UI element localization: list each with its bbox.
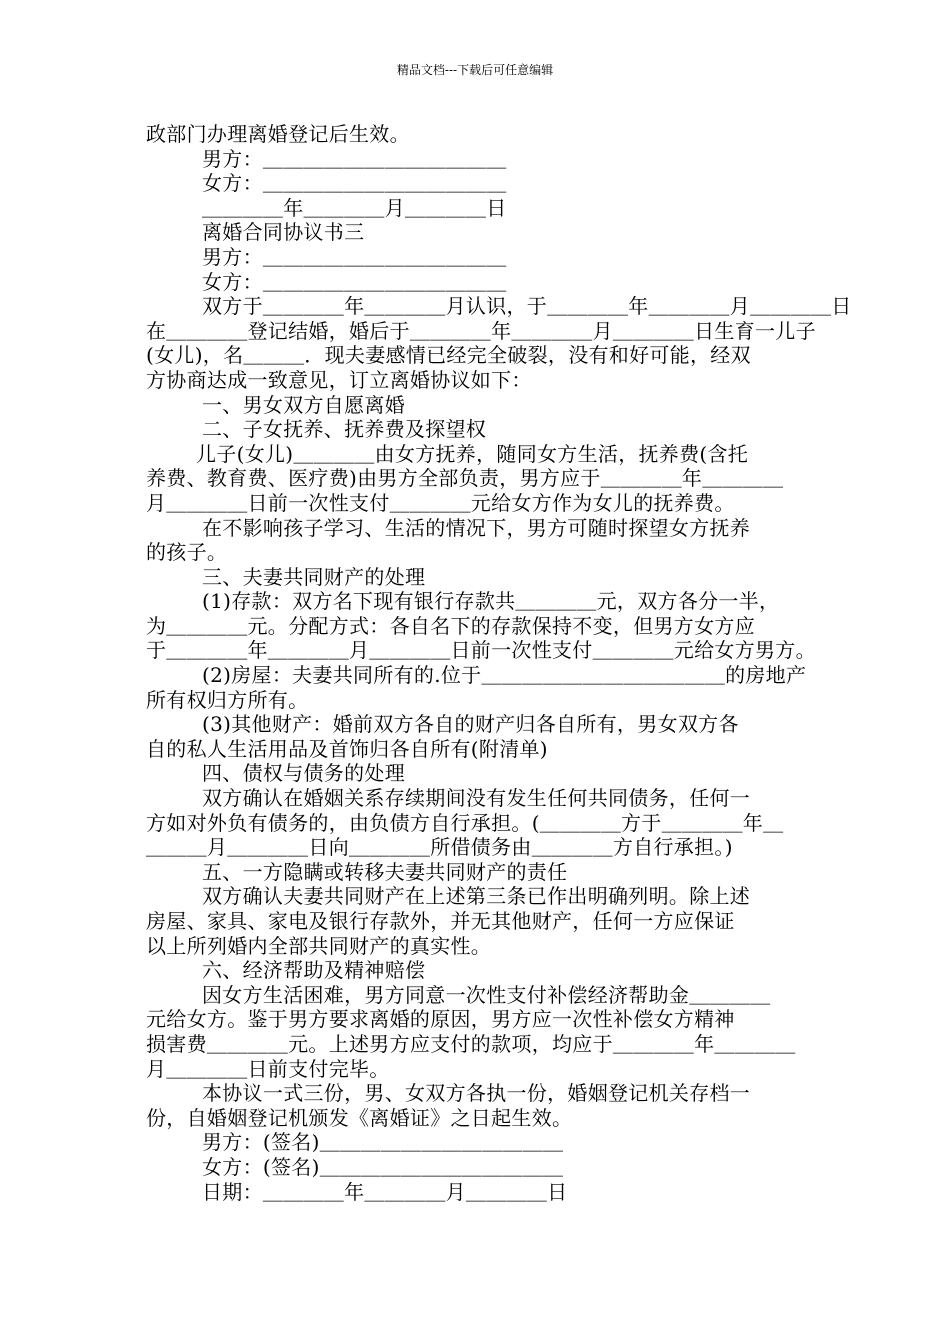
- page-header: 精品文档---下载后可任意编辑: [396, 63, 554, 77]
- signature-line-male: 男方：＿＿＿＿＿＿＿＿＿＿＿＿: [202, 244, 507, 269]
- paragraph-line: 于＿＿＿＿年＿＿＿＿月＿＿＿＿日前一次性支付＿＿＿＿元给女方男方。: [146, 638, 816, 663]
- paragraph-line: 的孩子。: [146, 540, 228, 565]
- paragraph-line: (1)存款：双方名下现有银行存款共＿＿＿＿元，双方各分一半，: [202, 589, 780, 614]
- paragraph-line: 自的私人生活用品及首饰归各自所有(附清单): [146, 736, 548, 761]
- paragraph-line: 双方确认夫妻共同财产在上述第三条已作出明确列明。除上述: [202, 884, 751, 909]
- clause-heading: 六、经济帮助及精神赔偿: [202, 958, 426, 983]
- paragraph-line: 在不影响孩子学习、生活的情况下，男方可随时探望女方抚养: [202, 515, 751, 540]
- paragraph-line: 在＿＿＿＿登记结婚，婚后于＿＿＿＿年＿＿＿＿月＿＿＿＿日生育一儿子: [146, 318, 816, 343]
- paragraph-line: 月＿＿＿＿日前一次性支付＿＿＿＿元给女方作为女儿的抚养费。: [146, 490, 735, 515]
- paragraph-line: 以上所列婚内全部共同财产的真实性。: [146, 933, 492, 958]
- date-line: 日期：＿＿＿＿年＿＿＿＿月＿＿＿＿日: [202, 1179, 568, 1204]
- paragraph-line: 方协商达成一致意见，订立离婚协议如下：: [146, 367, 532, 392]
- text-line: 政部门办理离婚登记后生效。: [146, 122, 410, 146]
- section-title: 离婚合同协议书三: [202, 220, 365, 245]
- paragraph-line: (2)房屋：夫妻共同所有的.位于＿＿＿＿＿＿＿＿＿＿＿＿的房地产: [202, 663, 807, 688]
- paragraph-line: 为＿＿＿＿元。分配方式：各自名下的存款保持不变，但男方女方应: [146, 613, 755, 638]
- signature-line-male: 男方：(签名)＿＿＿＿＿＿＿＿＿＿＿＿: [202, 1130, 564, 1155]
- paragraph-line: 双方于＿＿＿＿年＿＿＿＿月认识，于＿＿＿＿年＿＿＿＿月＿＿＿＿日: [202, 294, 852, 319]
- paragraph-line: 元给女方。鉴于男方要求离婚的原因，男方应一次性补偿女方精神: [146, 1007, 735, 1032]
- signature-line-female: 女方：＿＿＿＿＿＿＿＿＿＿＿＿: [202, 171, 507, 196]
- clause-heading: 一、男女双方自愿离婚: [202, 392, 405, 417]
- date-line: ＿＿＿＿年＿＿＿＿月＿＿＿＿日: [202, 195, 507, 220]
- paragraph-line: 因女方生活困难，男方同意一次性支付补偿经济帮助金＿＿＿＿: [202, 982, 771, 1007]
- signature-line-female: 女方：(签名)＿＿＿＿＿＿＿＿＿＿＿＿: [202, 1154, 564, 1179]
- clause-heading: 二、子女抚养、抚养费及探望权: [202, 417, 487, 442]
- document-body: [146, 122, 852, 1204]
- paragraph-line: 份，自婚姻登记机颁发《离婚证》之日起生效。: [146, 1105, 573, 1130]
- clause-heading: 四、债权与债务的处理: [202, 761, 405, 786]
- clause-heading: 三、夫妻共同财产的处理: [202, 564, 426, 589]
- paragraph-line: 本协议一式三份，男、女双方各执一份，婚姻登记机关存档一: [202, 1081, 751, 1106]
- paragraph-line: 损害费＿＿＿＿元。上述男方应支付的款项，均应于＿＿＿＿年＿＿＿＿: [146, 1031, 796, 1056]
- paragraph-line: 方如对外负有债务的，由负债方自行承担。(＿＿＿＿方于＿＿＿＿年＿: [146, 810, 784, 835]
- paragraph-line: 月＿＿＿＿日前支付完毕。: [146, 1056, 390, 1081]
- paragraph-line: 儿子(女儿)＿＿＿＿由女方抚养，随同女方生活，抚养费(含托: [196, 441, 749, 466]
- paragraph-line: 所有权归方所有。: [146, 687, 309, 712]
- paragraph-line: (3)其他财产：婚前双方各自的财产归各自所有，男女双方各: [202, 712, 739, 737]
- paragraph-line: ＿＿＿月＿＿＿＿日向＿＿＿＿所借债务由＿＿＿＿方自行承担。): [146, 835, 733, 860]
- paragraph-line: (女儿)，名＿＿＿．现夫妻感情已经完全破裂，没有和好可能，经双: [146, 343, 751, 368]
- signature-line-female: 女方：＿＿＿＿＿＿＿＿＿＿＿＿: [202, 269, 507, 294]
- clause-heading: 五、一方隐瞒或转移夫妻共同财产的责任: [202, 859, 568, 884]
- signature-line-male: 男方：＿＿＿＿＿＿＿＿＿＿＿＿: [202, 146, 507, 171]
- paragraph-line: 房屋、家具、家电及银行存款外，并无其他财产，任何一方应保证: [146, 909, 735, 933]
- paragraph-line: 养费、教育费、医疗费)由男方全部负责，男方应于＿＿＿＿年＿＿＿＿: [146, 466, 784, 491]
- paragraph-line: 双方确认在婚姻关系存续期间没有发生任何共同债务，任何一: [202, 786, 751, 811]
